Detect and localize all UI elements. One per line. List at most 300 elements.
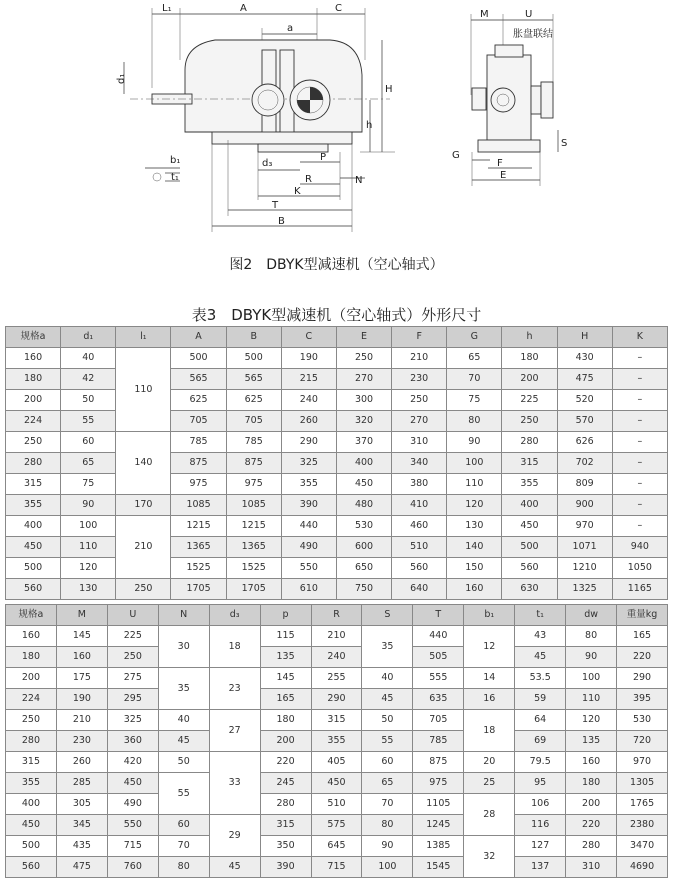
table-cell: 100 <box>61 516 116 537</box>
table-cell: 345 <box>56 815 107 836</box>
table-cell: 32 <box>464 836 515 878</box>
dimensions-table-2 <box>5 604 668 878</box>
table-cell: 705 <box>171 411 226 432</box>
table-cell: 50 <box>158 752 209 773</box>
table-cell: 35 <box>158 668 209 710</box>
column-header: t₁ <box>515 605 566 626</box>
table-row <box>6 390 668 411</box>
table-title: 表3 DBYK型减速机（空心轴式）外形尺寸 <box>191 306 482 324</box>
table-cell: 43 <box>515 626 566 647</box>
table-cell: 360 <box>107 731 158 752</box>
table-cell: 55 <box>362 731 413 752</box>
table-cell: – <box>612 516 667 537</box>
table-cell: 560 <box>392 558 447 579</box>
table-cell: 370 <box>336 432 391 453</box>
table-cell: 23 <box>209 668 260 710</box>
table-cell: 210 <box>392 348 447 369</box>
table-cell: 400 <box>336 453 391 474</box>
table-cell: 60 <box>362 752 413 773</box>
table-cell: 450 <box>107 773 158 794</box>
table-cell: 65 <box>447 348 502 369</box>
table-cell: 310 <box>392 432 447 453</box>
dimensions-table-1 <box>5 326 668 600</box>
table-cell: 90 <box>566 647 617 668</box>
table-cell: 350 <box>260 836 311 857</box>
table-cell: 975 <box>413 773 464 794</box>
table-cell: 395 <box>617 689 668 710</box>
table-cell: 260 <box>56 752 107 773</box>
table-cell: – <box>612 453 667 474</box>
table-cell: 435 <box>56 836 107 857</box>
table-cell: 565 <box>171 369 226 390</box>
dim-label-h: h <box>366 120 373 131</box>
table-header-row <box>6 605 668 626</box>
table-cell: 130 <box>61 579 116 600</box>
table-cell: – <box>612 432 667 453</box>
table-cell: 53.5 <box>515 668 566 689</box>
column-header: d₁ <box>61 327 116 348</box>
table-cell: 165 <box>617 626 668 647</box>
table-cell: 45 <box>515 647 566 668</box>
table-cell: 224 <box>6 689 57 710</box>
table-cell: 190 <box>56 689 107 710</box>
dim-label-d3: d₃ <box>262 158 273 169</box>
table-cell: 180 <box>6 369 61 390</box>
table-cell: 45 <box>209 857 260 878</box>
table-cell: 75 <box>61 474 116 495</box>
table-row <box>6 689 668 710</box>
table-cell: 1705 <box>171 579 226 600</box>
column-header: N <box>158 605 209 626</box>
table-cell: 245 <box>260 773 311 794</box>
table-cell: 50 <box>362 710 413 731</box>
table-cell: 116 <box>515 815 566 836</box>
table-cell: 27 <box>209 710 260 752</box>
table-cell: 290 <box>281 432 336 453</box>
table-cell: 900 <box>557 495 612 516</box>
table-cell: 490 <box>107 794 158 815</box>
table-cell: 760 <box>107 857 158 878</box>
table-cell: 65 <box>362 773 413 794</box>
table-cell: 65 <box>61 453 116 474</box>
dim-label-T: T <box>272 200 279 211</box>
column-header: dw <box>566 605 617 626</box>
table-cell: 1165 <box>612 579 667 600</box>
dim-label-R: R <box>305 174 312 185</box>
table-cell: 18 <box>464 710 515 752</box>
table-cell: 18 <box>209 626 260 668</box>
table-row <box>6 432 668 453</box>
table-cell: 250 <box>6 432 61 453</box>
dim-label-B: B <box>278 216 285 227</box>
column-header: S <box>362 605 413 626</box>
table-cell: 90 <box>61 495 116 516</box>
table-cell: 400 <box>6 516 61 537</box>
table-cell: 475 <box>56 857 107 878</box>
table-cell: 270 <box>392 411 447 432</box>
table-row <box>6 579 668 600</box>
table-cell: 2380 <box>617 815 668 836</box>
table-cell: 260 <box>281 411 336 432</box>
dim-label-M: M <box>480 9 489 20</box>
table-row <box>6 369 668 390</box>
table-row <box>6 516 668 537</box>
table-cell: 315 <box>311 710 362 731</box>
table-cell: 64 <box>515 710 566 731</box>
table-cell: 230 <box>392 369 447 390</box>
column-header: d₃ <box>209 605 260 626</box>
table-cell: – <box>612 474 667 495</box>
table-cell: 95 <box>515 773 566 794</box>
column-header: F <box>392 327 447 348</box>
dim-label-t1: t₁ <box>171 172 179 183</box>
table-cell: – <box>612 348 667 369</box>
table-cell: 160 <box>6 348 61 369</box>
table-cell: 500 <box>6 836 57 857</box>
table-row <box>6 626 668 647</box>
table-cell: 1305 <box>617 773 668 794</box>
dim-label-N: N <box>355 175 363 186</box>
table-cell: 3470 <box>617 836 668 857</box>
column-header: C <box>281 327 336 348</box>
table-cell: 315 <box>502 453 557 474</box>
table-row <box>6 752 668 773</box>
table-cell: 120 <box>566 710 617 731</box>
table-cell: 600 <box>336 537 391 558</box>
table-cell: 635 <box>413 689 464 710</box>
table-cell: 55 <box>158 773 209 815</box>
table-cell: 225 <box>107 626 158 647</box>
table-cell: 355 <box>6 773 57 794</box>
table-cell: 106 <box>515 794 566 815</box>
table-cell: 200 <box>6 668 57 689</box>
table-cell: 160 <box>566 752 617 773</box>
table-cell: 12 <box>464 626 515 668</box>
table-cell: 1705 <box>226 579 281 600</box>
table-cell: 940 <box>612 537 667 558</box>
table-cell: – <box>612 369 667 390</box>
table-cell: 625 <box>171 390 226 411</box>
table-cell: 75 <box>447 390 502 411</box>
table-cell: 1245 <box>413 815 464 836</box>
table-cell: 200 <box>6 390 61 411</box>
table-cell: 785 <box>171 432 226 453</box>
table-row <box>6 731 668 752</box>
table-cell: 555 <box>413 668 464 689</box>
column-header: R <box>311 605 362 626</box>
dim-label-U: U <box>525 9 533 20</box>
table-cell: 1210 <box>557 558 612 579</box>
table-cell: 255 <box>311 668 362 689</box>
table-cell: 809 <box>557 474 612 495</box>
table-cell: 310 <box>566 857 617 878</box>
table-cell: 975 <box>226 474 281 495</box>
table-cell: 1085 <box>171 495 226 516</box>
column-header: b₁ <box>464 605 515 626</box>
table-cell: 100 <box>362 857 413 878</box>
table-cell: 500 <box>6 558 61 579</box>
table-cell: 140 <box>116 432 171 495</box>
table-cell: 70 <box>447 369 502 390</box>
table-row <box>6 537 668 558</box>
table-row <box>6 710 668 731</box>
column-header: h <box>502 327 557 348</box>
table-cell: 70 <box>362 794 413 815</box>
table-cell: 200 <box>502 369 557 390</box>
table-cell: 110 <box>447 474 502 495</box>
dim-label-S: S <box>561 138 568 149</box>
table-cell: 400 <box>6 794 57 815</box>
table-cell: 4690 <box>617 857 668 878</box>
table-cell: 135 <box>260 647 311 668</box>
table-cell: 550 <box>281 558 336 579</box>
table-cell: 565 <box>226 369 281 390</box>
table-cell: 145 <box>56 626 107 647</box>
table-cell: 210 <box>116 516 171 579</box>
table-cell: 220 <box>617 647 668 668</box>
table-cell: 200 <box>566 794 617 815</box>
table-cell: 315 <box>260 815 311 836</box>
column-header: M <box>56 605 107 626</box>
table-cell: 355 <box>6 495 61 516</box>
table-cell: 560 <box>502 558 557 579</box>
table-cell: 120 <box>61 558 116 579</box>
table-cell: 25 <box>464 773 515 794</box>
table-cell: 290 <box>617 668 668 689</box>
table-cell: 505 <box>413 647 464 668</box>
table-cell: 325 <box>107 710 158 731</box>
table-cell: 40 <box>362 668 413 689</box>
table-cell: 180 <box>566 773 617 794</box>
table-cell: 705 <box>226 411 281 432</box>
table-cell: 405 <box>311 752 362 773</box>
table-cell: 300 <box>336 390 391 411</box>
table-cell: 450 <box>502 516 557 537</box>
table-cell: 1385 <box>413 836 464 857</box>
table-cell: 280 <box>566 836 617 857</box>
table-cell: 42 <box>61 369 116 390</box>
table-cell: 40 <box>61 348 116 369</box>
table-cell: 250 <box>336 348 391 369</box>
table-cell: 355 <box>281 474 336 495</box>
table-cell: 28 <box>464 794 515 836</box>
table-cell: 305 <box>56 794 107 815</box>
column-header: G <box>447 327 502 348</box>
table-cell: 240 <box>311 647 362 668</box>
table-cell: 200 <box>260 731 311 752</box>
table-cell: 785 <box>413 731 464 752</box>
front-view <box>124 8 395 232</box>
table-cell: 55 <box>61 411 116 432</box>
table-cell: 250 <box>6 710 57 731</box>
table-cell: 715 <box>107 836 158 857</box>
table-cell: 180 <box>502 348 557 369</box>
table-cell: 510 <box>392 537 447 558</box>
table-cell: 560 <box>6 579 61 600</box>
table-cell: 625 <box>226 390 281 411</box>
table-cell: 80 <box>447 411 502 432</box>
table-cell: 285 <box>56 773 107 794</box>
table-cell: 110 <box>61 537 116 558</box>
column-header: 规格a <box>6 605 57 626</box>
table-cell: 165 <box>260 689 311 710</box>
table-cell: 50 <box>61 390 116 411</box>
table-cell: 570 <box>557 411 612 432</box>
table-cell: 520 <box>557 390 612 411</box>
table-cell: – <box>612 411 667 432</box>
table-cell: 220 <box>260 752 311 773</box>
table-cell: 490 <box>281 537 336 558</box>
table-cell: 40 <box>158 710 209 731</box>
dim-label-H: H <box>385 84 393 95</box>
table-cell: 390 <box>260 857 311 878</box>
table-cell: 1071 <box>557 537 612 558</box>
table-cell: 500 <box>502 537 557 558</box>
table-cell: 69 <box>515 731 566 752</box>
table-cell: 440 <box>281 516 336 537</box>
table-cell: 20 <box>464 752 515 773</box>
figure-caption: 图2 DBYK型减速机（空心轴式） <box>229 257 444 273</box>
table-cell: 45 <box>362 689 413 710</box>
table-cell: 80 <box>566 626 617 647</box>
table-cell: 970 <box>617 752 668 773</box>
table-cell: 1365 <box>226 537 281 558</box>
table-cell: 1545 <box>413 857 464 878</box>
table-cell: 280 <box>502 432 557 453</box>
table-cell: 137 <box>515 857 566 878</box>
table-cell: 380 <box>392 474 447 495</box>
table-cell: 355 <box>311 731 362 752</box>
table-cell: 560 <box>6 857 57 878</box>
table-cell: 450 <box>311 773 362 794</box>
table-cell: 340 <box>392 453 447 474</box>
table-cell: 127 <box>515 836 566 857</box>
dim-label-A: A <box>240 3 247 14</box>
table-cell: 60 <box>61 432 116 453</box>
table-cell: 30 <box>158 626 209 668</box>
table-cell: 250 <box>502 411 557 432</box>
table-cell: 220 <box>566 815 617 836</box>
table-cell: 1365 <box>171 537 226 558</box>
table-cell: 250 <box>116 579 171 600</box>
dim-label-G: G <box>452 150 460 161</box>
column-header: 重量kg <box>617 605 668 626</box>
table-cell: 160 <box>447 579 502 600</box>
table-cell: 715 <box>311 857 362 878</box>
table-cell: 225 <box>502 390 557 411</box>
table-row <box>6 836 668 857</box>
table-cell: 150 <box>447 558 502 579</box>
table-cell: 705 <box>413 710 464 731</box>
table-cell: 320 <box>336 411 391 432</box>
table-row <box>6 474 668 495</box>
table-cell: 280 <box>260 794 311 815</box>
table-cell: 530 <box>617 710 668 731</box>
table-cell: 210 <box>311 626 362 647</box>
table-cell: 610 <box>281 579 336 600</box>
table-cell: 640 <box>392 579 447 600</box>
table-cell: 250 <box>107 647 158 668</box>
table-cell: 500 <box>226 348 281 369</box>
table-cell: 145 <box>260 668 311 689</box>
dim-label-b1: b₁ <box>170 155 181 166</box>
table-cell: 14 <box>464 668 515 689</box>
table-cell: 575 <box>311 815 362 836</box>
table-cell: 120 <box>447 495 502 516</box>
table-cell: 160 <box>6 626 57 647</box>
table-cell: 626 <box>557 432 612 453</box>
table-cell: 1525 <box>171 558 226 579</box>
table-cell: 970 <box>557 516 612 537</box>
table-cell: 80 <box>362 815 413 836</box>
table-cell: 100 <box>566 668 617 689</box>
table-cell: 180 <box>260 710 311 731</box>
table-cell: 440 <box>413 626 464 647</box>
table-cell: 115 <box>260 626 311 647</box>
table-cell: 750 <box>336 579 391 600</box>
table-cell: 290 <box>311 689 362 710</box>
table-cell: 975 <box>171 474 226 495</box>
table-cell: 140 <box>447 537 502 558</box>
table-cell: 1215 <box>226 516 281 537</box>
column-header: 规格a <box>6 327 61 348</box>
table-row <box>6 857 668 878</box>
table-cell: 275 <box>107 668 158 689</box>
table-cell: 1050 <box>612 558 667 579</box>
table-cell: 215 <box>281 369 336 390</box>
table-cell: 475 <box>557 369 612 390</box>
table-cell: 29 <box>209 815 260 857</box>
table-cell: 90 <box>447 432 502 453</box>
table-cell: 59 <box>515 689 566 710</box>
table-cell: 875 <box>171 453 226 474</box>
column-header: E <box>336 327 391 348</box>
column-header: B <box>226 327 281 348</box>
table-cell: 550 <box>107 815 158 836</box>
column-header: A <box>171 327 226 348</box>
table-cell: 450 <box>6 815 57 836</box>
dim-label-d1: d₁ <box>116 73 127 84</box>
coupling-label: 胀盘联结 <box>513 29 553 40</box>
table-cell: 210 <box>56 710 107 731</box>
table-cell: 250 <box>392 390 447 411</box>
table-cell: 180 <box>6 647 57 668</box>
table-cell: 315 <box>6 474 61 495</box>
table-cell: 355 <box>502 474 557 495</box>
table-cell: 1325 <box>557 579 612 600</box>
table-cell: 1765 <box>617 794 668 815</box>
table-cell: 295 <box>107 689 158 710</box>
table-cell: 1215 <box>171 516 226 537</box>
table-cell: 645 <box>311 836 362 857</box>
table-cell: 325 <box>281 453 336 474</box>
table-header-row <box>6 327 668 348</box>
table-row <box>6 668 668 689</box>
table-row <box>6 794 668 815</box>
table-cell: 270 <box>336 369 391 390</box>
column-header: p <box>260 605 311 626</box>
dim-label-E: E <box>500 170 507 181</box>
table-cell: 35 <box>362 626 413 668</box>
table-cell: 110 <box>116 348 171 432</box>
table-cell: 450 <box>336 474 391 495</box>
table-row <box>6 348 668 369</box>
table-cell: 875 <box>226 453 281 474</box>
table-cell: 224 <box>6 411 61 432</box>
column-header: l₁ <box>116 327 171 348</box>
table-cell: 240 <box>281 390 336 411</box>
table-cell: 1105 <box>413 794 464 815</box>
